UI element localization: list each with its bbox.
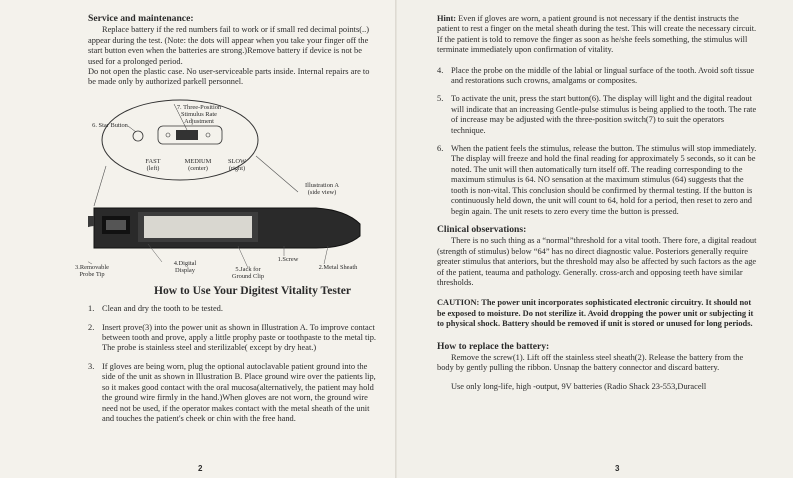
label-digital-display: 4.Digital Display [173, 259, 197, 275]
label-three-position-switch: 7. Three-Position Stimulus Rate Adjustment [176, 103, 222, 126]
battery-paragraph-2: Use only long-life, high -output, 9V batteries (Radio Shack 23-553,Duracell [451, 381, 707, 391]
label-illustration-a: Illustration A (side view) [305, 181, 339, 197]
battery-paragraph: Remove the screw(1). Lift off the stainless steel sheath(2). Release the battery from the body by gently pulling the ribbon. Unsnap the battery connector and discard battery. [437, 352, 744, 373]
label-medium: MEDIUM (center) [184, 157, 212, 173]
caution-paragraph: CAUTION: The power unit incorporates sophisticated electronic circuitry. It should not be exposed to moisture. Do not sterilize it. Avoid dropping the power unit or subjecting it to physical shock. Battery should be removed if unit is stored or unused for long periods. [437, 298, 754, 329]
steps-list-right [437, 66, 759, 217]
list-item: 5. To activate the unit, press the start button(6). The display will light and the digital readout will indicate that an increasing Gentle-pulse stimulus is being applied to the tooth. The rate of increase may be adjusted with the three-position switch(7) to suit the operators technique. [437, 94, 757, 135]
list-item: 2. Insert prove(3) into the power unit as shown in Illustration A. To improve contact between tooth and prove, apply a little prophy paste or toothpaste to the metal tip. The probe is stainless steel and sterilizable( except by dry heat.) [88, 322, 376, 353]
label-probe-tip: 3.Removable Probe Tip [75, 263, 109, 279]
illustration-a [75, 96, 378, 284]
service-heading: Service and maintenance: [88, 13, 194, 24]
list-item: 1. Clean and dry the tooth to be tested. [88, 304, 223, 314]
service-paragraph-2: Do not open the plastic case. No user-serviceable parts inside. Internal repairs are to be made only by authorized parkell personnel. [88, 67, 370, 87]
label-ground-clip-jack: 5.Jack for Ground Clip [231, 265, 265, 281]
page-number-right: 3 [615, 463, 620, 473]
battery-heading: How to replace the battery: [437, 340, 550, 352]
label-slow: SLOW (right) [227, 157, 247, 173]
label-fast: FAST (left) [145, 157, 161, 173]
label-metal-sheath: 2.Metal Sheath [318, 263, 358, 271]
page-number-left: 2 [198, 463, 203, 473]
hint-text: Even if gloves are worn, a patient ground is not necessary if the dentist instructs the patient to rest a finger on the metal sheath during the test. This will create the necessary circuit. If the patient is told to remove the finger as soon as he/she feels something, the stimulus will terminate immediately upon confirmation of vitality. [437, 14, 757, 55]
list-item: 4. Place the probe on the middle of the labial or lingual surface of the tooth. Avoid soft tissue and restorations such crowns, amalgams or composites. [437, 65, 755, 86]
service-paragraph-1: Replace battery if the red numbers fail to work or if small red decimal points(..) appear during the test. (Note: the dots will appear when you take your finger off the start button even when the batteries are strong.)Remove battery if device is not be used for a prolonged period. [88, 25, 369, 66]
steps-list-left [88, 304, 377, 424]
list-item: 3. If gloves are being worn, plug the optional autoclavable patient ground into the side of the unit as shown in Illustration B. Place ground wire over the patients lip, so it makes good contact with the oral mucosa(alternatively, the patient may hold the ground wire firmly in the hand.)When gloves are not worn, the ground wire need not be used, if the operator makes contact with the metal sheath of the unit and touches the patient's cheek or chin with the free hand. [88, 361, 376, 423]
clinical-heading: Clinical observations: [437, 223, 527, 235]
list-item: 6. When the patient feels the stimulus, release the button. The stimulus will stop immediately. The display will freeze and hold the final reading for approximately 5 seconds, so it can be noted. The unit will then automatically turn itself off. The reading corresponding to the maximum stimulus is 64. NO sensation at the maximum stimulus (64) suggests that the tooth is non-vital. This conclusion should be confirmed by thermal testing. If the button is continuously held down, the unit will count to 64, hold for a period, then reset to zero and begin again. The unit resets to zero every time the button is pressed. [437, 144, 757, 216]
clinical-paragraph: There is no such thing as a “normal”threshold for a vital tooth. There fore, a digital readout (strength of stimulus) below “64” has no direct diagnostic value. Posteriors generally require greater stimulus that anteriors, but the threshold may also be affected by such factors as the age of the patient, teauma and pathology. Generally. cross-arch and opposing teeth have similar thresholds. [437, 236, 757, 287]
right-page [397, 0, 793, 478]
section-title: How to Use Your Digitest Vitality Tester [153, 283, 352, 297]
hint-paragraph [437, 14, 759, 56]
hint-label: Hint: [437, 14, 457, 23]
label-start-button: 6. Star Button [92, 121, 128, 129]
label-screw: 1.Screw [277, 255, 299, 263]
